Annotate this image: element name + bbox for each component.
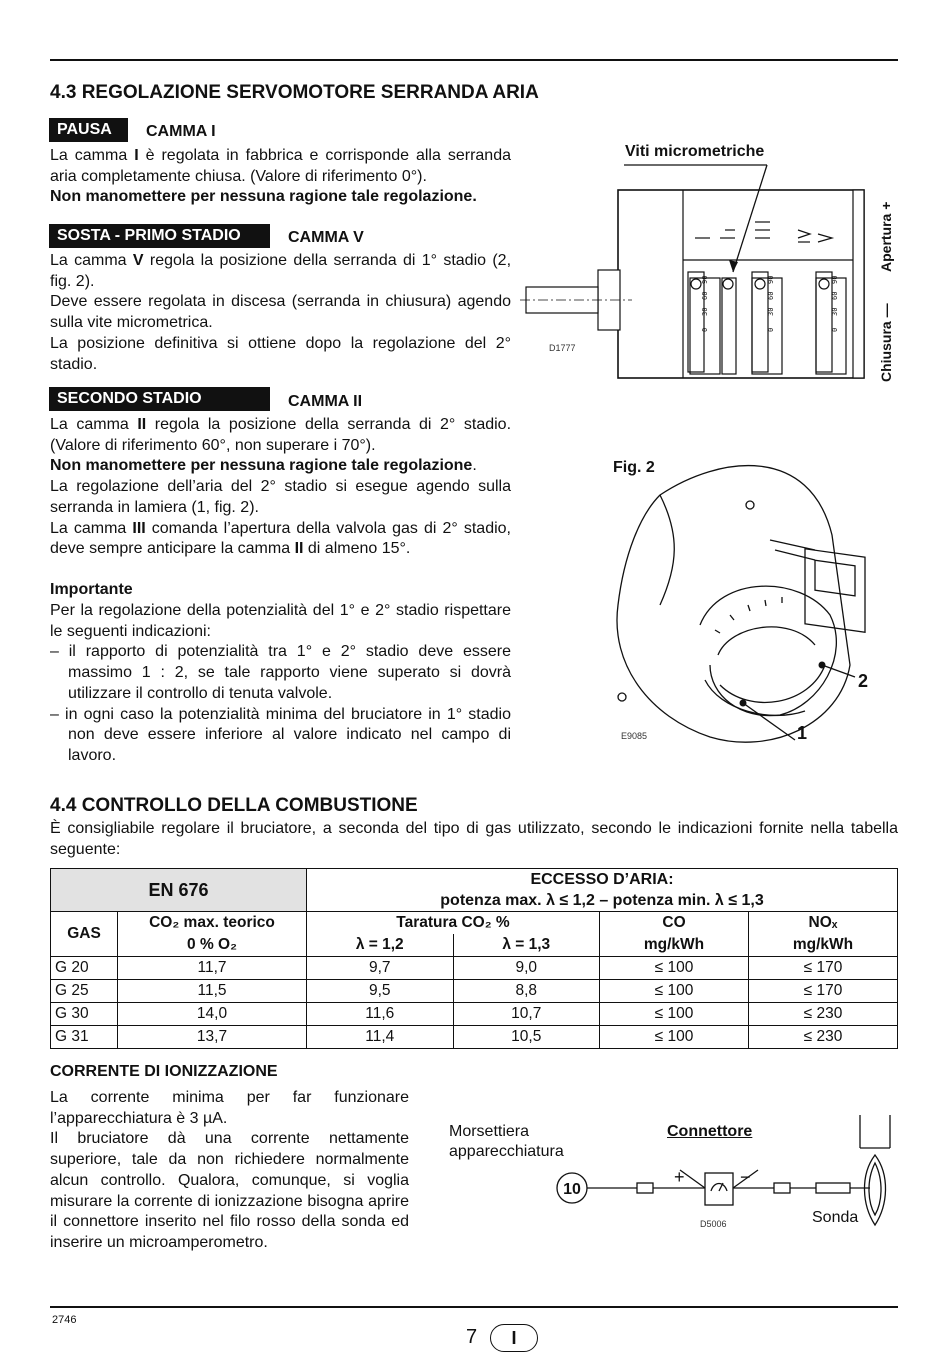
servo-figure-code: D1777	[549, 343, 576, 353]
combustion-table	[50, 868, 898, 1049]
sosta-cam-label: CAMMA V	[288, 229, 364, 246]
chiusura-label: Chiusura —	[878, 303, 894, 382]
table-row: G 30 14,0 11,6 10,7 ≤ 100 ≤ 230	[51, 1003, 898, 1026]
document-code: 2746	[52, 1314, 77, 1326]
table-en-cell: EN 676	[51, 869, 307, 912]
sosta-tag: SOSTA - PRIMO STADIO	[49, 224, 270, 248]
fig2-code: E9085	[621, 731, 648, 741]
table-col-l13: λ = 1,3	[453, 934, 600, 957]
burner-figure	[600, 455, 900, 755]
morsettiera-label: Morsettiera apparecchiatura	[449, 1123, 564, 1160]
apertura-label: Apertura +	[878, 201, 894, 272]
scale-label: 0	[701, 327, 709, 332]
table-col-co: CO mg/kWh	[600, 912, 749, 957]
table-row: G 31 13,7 11,4 10,5 ≤ 100 ≤ 230	[51, 1026, 898, 1049]
sosta-text: La camma V regola la posizione della serranda di 1° stadio (2, fig. 2). Deve essere regolata in discesa (serranda in chiusura) agendo sulla vite micrometrica. La posizione definitiva si ottiene dopo la regolazione del 2° stadio.	[50, 252, 512, 373]
page-number: 7	[466, 1326, 478, 1348]
terminal-10: 10	[563, 1181, 581, 1198]
ionizzazione-title: CORRENTE DI IONIZZAZIONE	[50, 1063, 278, 1080]
fig2-caption: Fig. 2	[613, 459, 655, 476]
ion-figure-code: D5006	[700, 1219, 727, 1229]
bottom-rule	[50, 1306, 898, 1308]
table-col-gas: GAS	[51, 912, 118, 957]
table-col-l12: λ = 1,2	[307, 934, 454, 957]
secondo-text: La camma II regola la posizione della serranda di 2° stadio. (Valore di riferimento 60°, non superare i 70°). Non manomettere per nessuna ragione tale regolazione. La regolazione dell’aria del 2° stadio si esegue agendo sulla serranda in lamiera (1, fig. 2). La camma III comanda l’apertura della valvola gas di 2° stadio, deve sempre anticipare la camma II di almeno 15°.	[50, 416, 512, 558]
scale-label: 60	[831, 291, 839, 300]
scale-label: 60	[767, 291, 775, 300]
table-col-taratura: Taratura CO₂ %	[307, 912, 600, 935]
fig2-label-1: 1	[797, 723, 808, 743]
ionizzazione-text: La corrente minima per far funzionare l’apparecchiatura è 3 µA. Il bruciatore dà una corrente nettamente superiore, tale da non richiedere normalmente alcun controllo. Qualora, comunque, si voglia misurare la corrente di ionizzazione bisogna aprire il connettore inserito nel filo rosso della sonda ed inserire un microamperometro.	[50, 1089, 409, 1251]
scale-label: 30	[701, 307, 709, 316]
scale-label: 30	[831, 307, 839, 316]
scale-label: 0	[831, 327, 839, 332]
language-badge: I	[490, 1324, 538, 1352]
minus-sign: −	[740, 1167, 751, 1187]
table-row: G 25 11,5 9,5 8,8 ≤ 100 ≤ 170	[51, 980, 898, 1003]
ionization-circuit-figure	[540, 1115, 898, 1235]
scale-label: 90	[701, 275, 709, 284]
importante-title: Importante	[50, 581, 133, 598]
secondo-tag: SECONDO STADIO	[49, 387, 270, 411]
sonda-label: Sonda	[812, 1209, 859, 1226]
fig2-label-2: 2	[858, 671, 869, 691]
servo-motor-figure	[520, 160, 900, 390]
scale-label: 60	[701, 291, 709, 300]
secondo-cam-label: CAMMA II	[288, 393, 363, 410]
importante-text: Per la regolazione della potenzialità del 1° e 2° stadio rispettare le seguenti indicazioni: – il rapporto di potenzialità tra 1° e 2° stadio deve essere massimo 1 : 2, se tale rapporto viene superato si dovrà utilizzare il controllo di tenuta valvole. – in ogni caso la potenzialità minima del bruciatore in 1° stadio non deve essere inferiore al valore indicato nel campo di lavoro.	[50, 601, 511, 767]
plus-sign: +	[674, 1167, 685, 1187]
viti-label: Viti micrometriche	[625, 143, 765, 160]
scale-label: 0	[767, 327, 775, 332]
table-row: G 20 11,7 9,7 9,0 ≤ 100 ≤ 170	[51, 957, 898, 980]
section-title-4-3: 4.3 REGOLAZIONE SERVOMOTORE SERRANDA ARIA	[50, 82, 539, 103]
pausa-text: La camma I è regolata in fabbrica e corrisponde alla serranda aria completamente chiusa. (Valore di riferimento 0°). Non manomettere per nessuna ragione tale regolazione.	[50, 147, 512, 206]
pausa-cam-label: CAMMA I	[146, 123, 216, 140]
importante-item: – in ogni caso la potenzialità minima del bruciatore in 1° stadio non deve essere inferiore al valore indicato nel campo di lavoro.	[50, 705, 511, 764]
connettore-label: Connettore	[667, 1123, 753, 1140]
scale-label: 90	[767, 275, 775, 284]
importante-item: – il rapporto di potenzialità tra 1° e 2° stadio deve essere massimo 1 : 2, se tale rapporto viene superato si dovrà utilizzare il controllo di tenuta valvole.	[50, 643, 511, 702]
scale-label: 30	[767, 307, 775, 316]
scale-label: 90	[831, 275, 839, 284]
table-col-nox: NOₓ mg/kWh	[749, 912, 898, 957]
section-title-4-4: 4.4 CONTROLLO DELLA COMBUSTIONE	[50, 795, 418, 816]
pausa-tag: PAUSA	[49, 118, 128, 142]
table-eccesso-cell: ECCESSO D’ARIA: potenza max. λ ≤ 1,2 – potenza min. λ ≤ 1,3	[307, 869, 898, 912]
table-col-co2: CO₂ max. teorico 0 % O₂	[118, 912, 307, 957]
top-rule	[50, 59, 898, 61]
section-4-4-intro: È consigliabile regolare il bruciatore, a seconda del tipo di gas utilizzato, secondo le indicazioni fornite nella tabella seguente:	[50, 820, 898, 858]
